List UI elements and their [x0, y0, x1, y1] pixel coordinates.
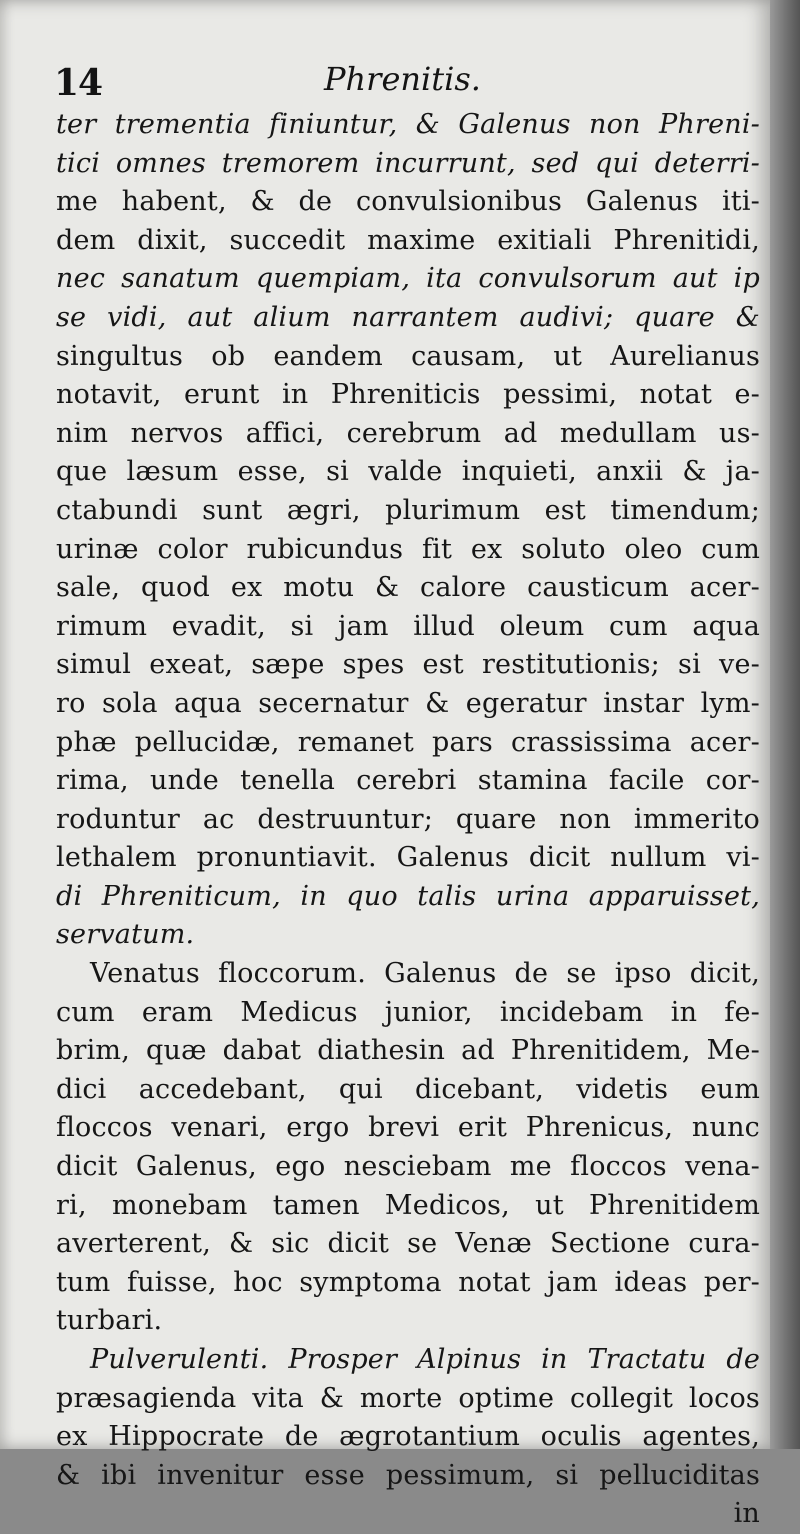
- text-line: lethalem pronuntiavit. Galenus dicit nullum vi-: [56, 842, 760, 874]
- text-line: dicit Galenus, ego nesciebam me floccos vena-: [56, 1151, 760, 1183]
- running-head: Phrenitis.: [324, 60, 481, 98]
- text-line: roduntur ac destruuntur; quare non immerito: [56, 803, 760, 835]
- text-line: servatum.: [56, 919, 195, 951]
- book-spine-shadow: [770, 0, 800, 1449]
- text-line: se vidi, aut alium narrantem audivi; quare &: [56, 301, 760, 333]
- text-line: simul exeat, sæpe spes est restitutionis; si ve-: [56, 649, 760, 681]
- text-line: ctabundi sunt ægri, plurimum est timendum;: [56, 494, 760, 526]
- text-line: que læsum esse, si valde inquieti, anxii & ja-: [56, 456, 760, 488]
- text-line: singultus ob eandem causam, ut Aurelianus: [56, 340, 760, 372]
- text-line: di Phreniticum, in quo talis urina apparuisset,: [56, 880, 760, 912]
- text-line: tici omnes tremorem incurrunt, sed qui deterri-: [56, 147, 760, 179]
- text-line: rimum evadit, si jam illud oleum cum aqua: [56, 610, 760, 642]
- text-line: floccos venari, ergo brevi erit Phrenicus, nunc: [56, 1112, 760, 1144]
- text-line: rima, unde tenella cerebri stamina facile cor-: [56, 765, 760, 797]
- text-line: me habent, & de convulsionibus Galenus iti-: [56, 186, 760, 218]
- text-line: sale, quod ex motu & calore causticum acer-: [56, 572, 760, 604]
- page-number: 14: [54, 62, 103, 104]
- text-line: averterent, & sic dicit se Venæ Sectione cura-: [56, 1228, 760, 1260]
- text-line: ter trementia finiuntur, & Galenus non Phreni-: [56, 109, 760, 140]
- text-line: urinæ color rubicundus fit ex soluto oleo cum: [56, 533, 760, 565]
- text-line: phæ pellucidæ, remanet pars crassissima acer-: [56, 726, 760, 758]
- text-line: notavit, erunt in Phreniticis pessimi, notat e-: [56, 379, 760, 411]
- text-line: nec sanatum quempiam, ita convulsorum aut ip: [56, 263, 760, 295]
- page-header: [54, 58, 754, 106]
- page-body-text: [56, 106, 760, 1534]
- text-line: ro sola aqua secernatur & egeratur instar lym-: [56, 687, 760, 719]
- text-line: Venatus floccorum. Galenus de se ipso dicit,: [90, 958, 760, 990]
- text-line: & ibi invenitur esse pessimum, si pelluciditas: [56, 1459, 760, 1491]
- text-line: ri, monebam tamen Medicos, ut Phrenitidem: [56, 1189, 760, 1221]
- text-line: brim, quæ dabat diathesin ad Phrenitidem, Me-: [56, 1035, 760, 1067]
- text-line: ex Hippocrate de ægrotantium oculis agentes,: [56, 1421, 760, 1453]
- text-line: dem dixit, succedit maxime exitiali Phrenitidi,: [56, 224, 760, 256]
- text-line: in: [733, 1498, 760, 1530]
- text-line: nim nervos affici, cerebrum ad medullam us-: [56, 417, 760, 449]
- text-line: præsagienda vita & morte optime collegit locos: [56, 1382, 760, 1414]
- text-line: cum eram Medicus junior, incidebam in fe-: [56, 996, 760, 1028]
- text-line: Pulverulenti. Prosper Alpinus in Tractatu de: [90, 1344, 760, 1375]
- text-line: dici accedebant, qui dicebant, videtis eum: [56, 1073, 760, 1105]
- text-line: tum fuisse, hoc symptoma notat jam ideas per-: [56, 1266, 760, 1298]
- text-line: turbari.: [56, 1305, 163, 1337]
